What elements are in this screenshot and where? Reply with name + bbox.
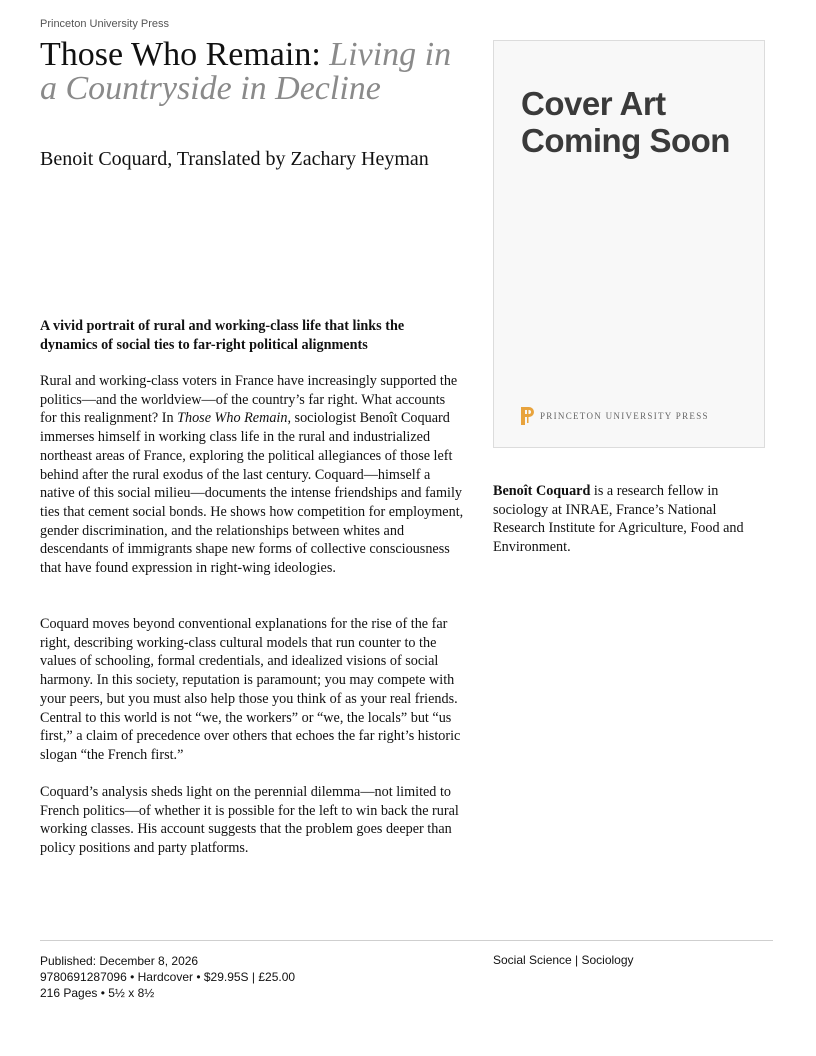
author-bio bbox=[493, 482, 765, 557]
description-paragraph-3 bbox=[40, 783, 464, 858]
p2-text: Coquard moves beyond conventional explanations for the rise of the far right, describing working-class cultural models that run counter to the values of schooling, formal credentials, and idealized visions of social harmony. In this society, reputation is paramount; you may compete with your peers, but you must also help those you think of as your real friends. Central to this world is not “we, the workers” or “we, the locals” but “us first,” a claim of precedence over others that echoes the far right’s historic slogan “the French first.” bbox=[40, 616, 461, 763]
description-paragraph-2 bbox=[40, 615, 464, 765]
pages-trim-size: 216 Pages • 5½ x 8½ bbox=[40, 986, 155, 1000]
subject-categories: Social Science | Sociology bbox=[493, 953, 634, 967]
publication-details bbox=[40, 953, 295, 1001]
title-subtitle: Living in a Countryside in Decline bbox=[40, 36, 452, 107]
book-title bbox=[40, 38, 470, 106]
publisher-name: Princeton University Press bbox=[40, 18, 169, 30]
cover-publisher-logo bbox=[521, 407, 709, 425]
footer-divider bbox=[40, 940, 773, 941]
description-paragraph-1 bbox=[40, 372, 464, 578]
cover-line-1: Cover Art bbox=[521, 85, 666, 122]
bio-text: is a research fellow in sociology at INRAE, France’s National Research Institute for Agriculture, Food and Environment. bbox=[493, 483, 744, 556]
p1-book-title: Those Who Remain bbox=[177, 410, 288, 427]
p1-text-b: , sociologist Benoît Coquard immerses himself in working class life in the rural and industrialized northeast areas of France, exploring the political allegiances of those left behind after the rural exodus of the last century. Coquard—himself a native of this social milieu—documents the intense friendships and family ties that cement social bonds. He shows how competition for employment, gender discrimination, and the relationships between whites and descendants of immigrants shape new forms of collective consciousness that have found expression in right-wing ideologies. bbox=[40, 410, 464, 577]
cover-line-2: Coming Soon bbox=[521, 122, 730, 159]
cover-logo-text: PRINCETON UNIVERSITY PRESS bbox=[540, 411, 709, 421]
princeton-p-logo-icon bbox=[521, 407, 535, 425]
bio-author-name: Benoît Coquard bbox=[493, 483, 591, 499]
book-tagline: A vivid portrait of rural and working-class life that links the dynamics of social ties to far-right political alignments bbox=[40, 318, 405, 353]
book-authors: Benoit Coquard, Translated by Zachary Heyman bbox=[40, 148, 429, 170]
p3-text: Coquard’s analysis sheds light on the perennial dilemma—not limited to French politics—of whether it is possible for the left to win back the rural working classes. His account suggests that the problem goes deeper than policy positions and party platforms. bbox=[40, 784, 459, 857]
cover-text bbox=[521, 85, 730, 159]
published-date: Published: December 8, 2026 bbox=[40, 954, 199, 968]
title-main: Those Who Remain: bbox=[40, 36, 321, 73]
isbn-format-price: 9780691287096 • Hardcover • $29.95S | £25.00 bbox=[40, 970, 296, 984]
p1-text-a: Rural and working-class voters in France have increasingly supported the politics—and the worldview—of the country’s far right. What accounts for this realignment? In bbox=[40, 373, 458, 427]
cover-placeholder bbox=[493, 40, 765, 448]
